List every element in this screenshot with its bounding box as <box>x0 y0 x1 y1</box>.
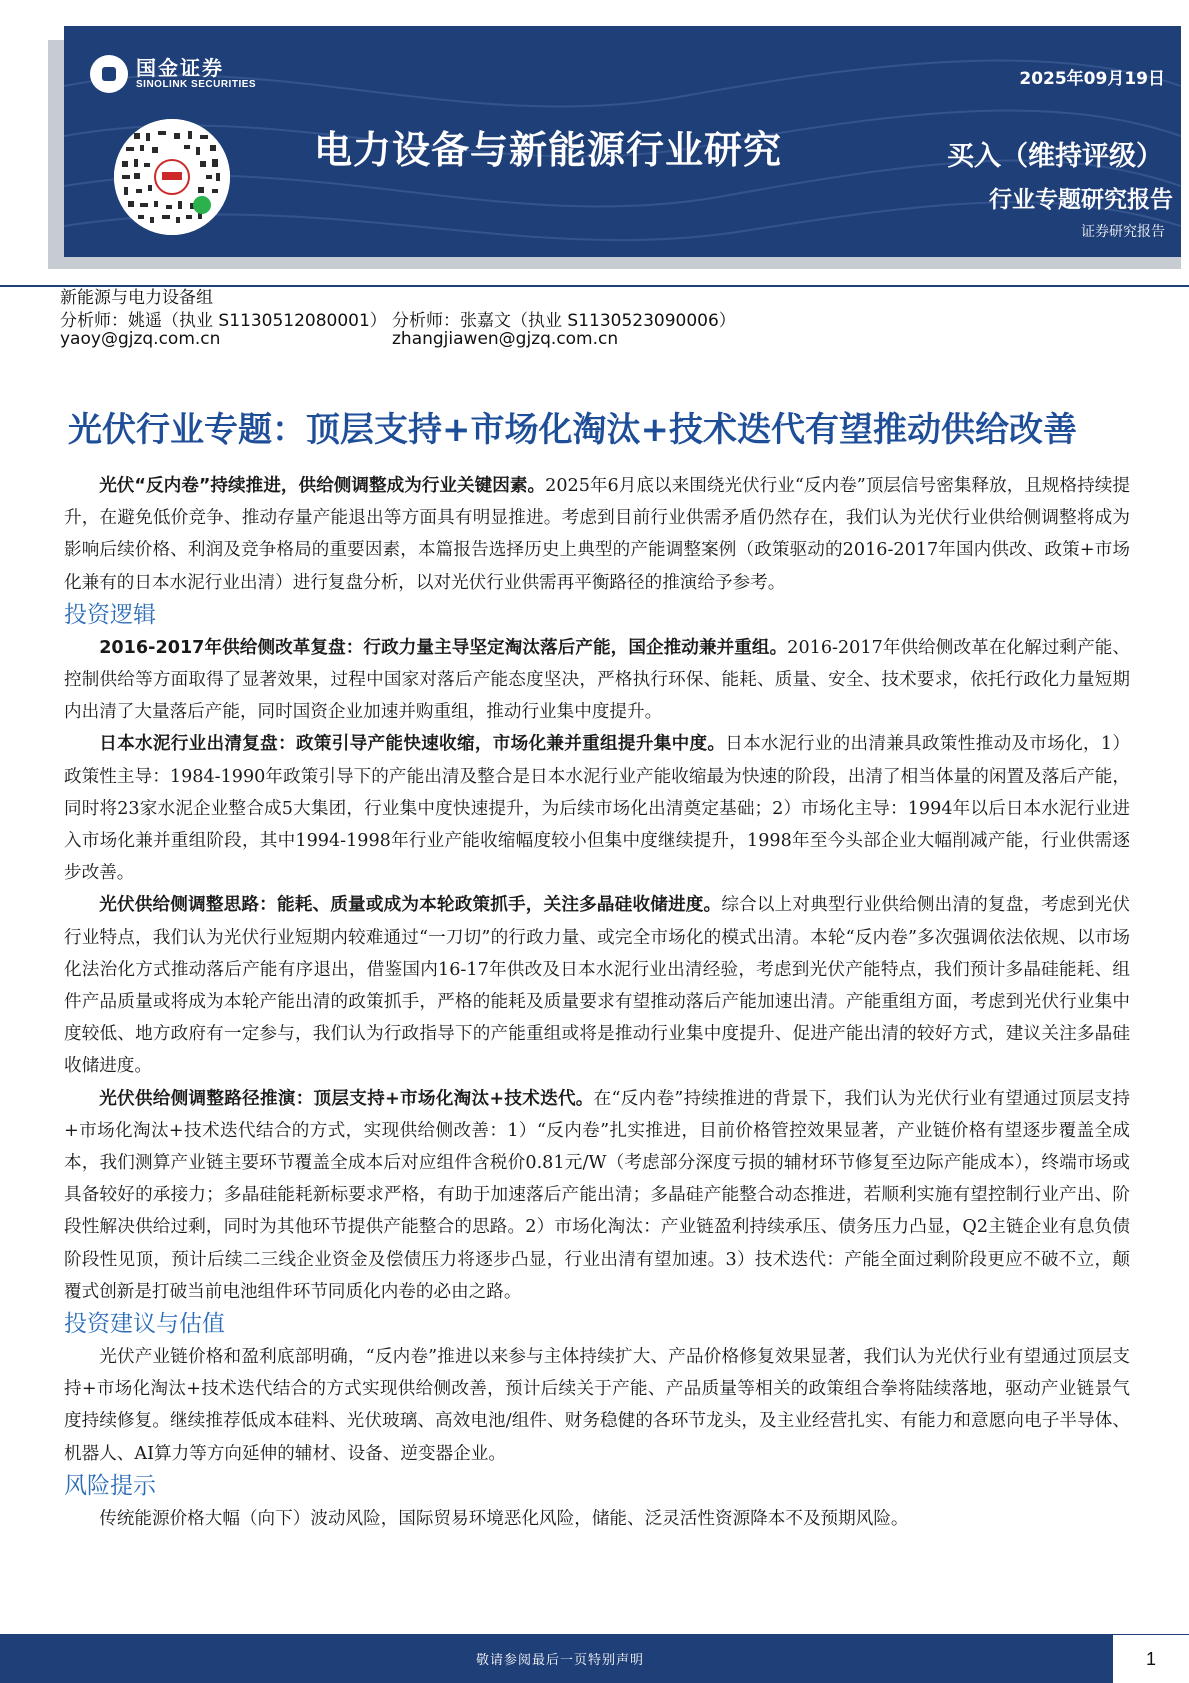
logic-paragraph-japan-cement <box>64 728 1130 889</box>
logo-mark-icon <box>90 55 128 93</box>
page-footer <box>0 1634 1189 1683</box>
analyst-2-name: 分析师：张嘉文（执业 S1130523090006） <box>392 311 736 331</box>
paragraph-text: 在“反内卷”持续推进的背景下，我们认为光伏行业有望通过顶层支持+市场化淘汰+技术迭代结合的方式，实现供给侧改善：1）“反内卷”扎实推进，目前价格管控效果显著，产业链价格有望逐步覆盖全成本，我们测算产业链主要环节覆盖全成本后对应组件含税价0.81元/W（考虑部分深度亏损的辅材环节修复至边际产能成本），终端市场或具备较好的承接力；多晶硅能耗新标要求严格，有助于加速落后产能出清；多晶硅产能整合动态推进，若顺利实施有望控制行业产出、阶段性解决供给过剩，同时为其他环节提供产能整合的思路。2）市场化淘汰：产业链盈利持续承压、债务压力凸显，Q2主链企业有息负债阶段性见顶，预计后续二三线企业资金及偿债压力将逐步凸显，行业出清有望加速。3）技术迭代：产能全面过剩阶段更应不破不立，颠覆式创新是打破当前电池组件环节同质化内卷的必由之路。 <box>64 1088 1130 1302</box>
report-body <box>64 470 1130 1535</box>
paragraph-text: 综合以上对典型行业供给侧出清的复盘，考虑到光伏行业特点，我们认为光伏行业短期内较难通过“一刀切”的行政力量、或完全市场化的模式出清。本轮“反内卷”多次强调依法依规、以市场化法治化方式推动落后产能有序退出，借鉴国内16-17年供改及日本水泥行业出清经验，考虑到光伏产能特点，我们预计多晶硅能耗、组件产品质量或将成为本轮产能出清的政策抓手，严格的能耗及质量要求有望推动落后产能加速出清。产能重组方面，考虑到光伏行业集中度较低、地方政府有一定参与，我们认为行政指导下的产能重组或将是推动行业集中度提升、促进产能出清的较好方式，建议关注多晶硅收储进度。 <box>64 895 1130 1077</box>
section-heading-risk: 风险提示 <box>64 1472 156 1499</box>
summary-paragraph-1 <box>64 470 1130 599</box>
paragraph-lead: 日本水泥行业出清复盘：政策引导产能快速收缩，市场化兼并重组提升集中度。 <box>99 734 726 755</box>
report-header-band <box>64 26 1181 257</box>
company-logo <box>90 53 256 95</box>
advice-paragraph: 光伏产业链价格和盈利底部明确，“反内卷”推进以来参与主体持续扩大、产品价格修复效果显著，我们认为光伏行业有望通过顶层支持+市场化淘汰+技术迭代结合的方式实现供给侧改善，预计后续关于产能、产品质量等相关的政策组合拳将陆续落地，驱动产业链景气度持续修复。继续推荐低成本硅料、光伏玻璃、高效电池/组件、财务稳健的各环节龙头，及主业经营扎实、有能力和意愿向电子半导体、机器人、AI算力等方向延伸的辅材、设备、逆变器企业。 <box>64 1347 1130 1464</box>
logic-paragraph-pv-approach <box>64 889 1130 1082</box>
analyst-1-name: 分析师：姚遥（执业 S1130512080001） <box>60 311 387 331</box>
logic-paragraph-supply-reform <box>64 632 1130 729</box>
analyst-2-email[interactable]: zhangjiawen@gjzq.com.cn <box>392 329 619 349</box>
paragraph-text: 2016-2017年供给侧改革在化解过剩产能、控制供给等方面取得了显著效果，过程中国家对落后产能态度坚决，严格执行环保、能耗、质量、安全、技术要求，依托行政化力量短期内出清了大量落后产能，同时国资企业加速并购重组，推动行业集中度提升。 <box>64 637 1130 723</box>
paragraph-lead: 光伏供给侧调整路径推演：顶层支持+市场化淘汰+技术迭代。 <box>99 1088 594 1109</box>
page-number: 1 <box>1145 1649 1156 1669</box>
paragraph-text: 日本水泥行业的出清兼具政策性推动及市场化，1）政策性主导：1984-1990年政策引导下的产能出清及整合是日本水泥行业产能收缩最为快速的阶段，出清了相当体量的闲置及落后产能，同时将23家水泥企业整合成5大集团，行业集中度快速提升，为后续市场化出清奠定基础；2）市场化主导：1994年以后日本水泥行业进入市场化兼并重组阶段，其中1994-1998年行业产能收缩幅度较小但集中度继续提升，1998年至今头部企业大幅削减产能，行业供需逐步改善。 <box>64 734 1130 884</box>
report-type: 行业专题研究报告 <box>989 187 1173 213</box>
report-date: 2025年09月19日 <box>1019 69 1165 89</box>
paragraph-lead: 2016-2017年供给侧改革复盘：行政力量主导坚定淘汰落后产能，国企推动兼并重组。 <box>99 637 788 658</box>
risk-paragraph: 传统能源价格大幅（向下）波动风险，国际贸易环境恶化风险，储能、泛灵活性资源降本不及预期风险。 <box>99 1508 909 1529</box>
analyst-group: 新能源与电力设备组 <box>60 288 213 308</box>
section-heading-investment-logic: 投资逻辑 <box>64 601 156 628</box>
section-heading-investment-advice: 投资建议与估值 <box>64 1311 225 1338</box>
industry-title: 电力设备与新能源行业研究 <box>314 128 783 172</box>
analyst-1-email[interactable]: yaoy@gjzq.com.cn <box>60 329 221 349</box>
report-subtype: 证券研究报告 <box>1081 224 1165 240</box>
paragraph-lead: 光伏供给侧调整思路：能耗、质量或成为本轮政策抓手，关注多晶硅收储进度。 <box>99 895 722 916</box>
paragraph-text: 2025年6月底以来围绕光伏行业“反内卷”顶层信号密集释放，且规格持续提升，在避免低价竞争、推动存量产能退出等方面具有明显推进。考虑到目前行业供需矛盾仍然存在，我们认为光伏行业供给侧调整将成为影响后续价格、利润及竞争格局的重要因素，本篇报告选择历史上典型的产能调整案例（政策驱动的2016-2017年国内供改、政策+市场化兼有的日本水泥行业出清）进行复盘分析，以对光伏行业供需再平衡路径的推演给予参考。 <box>64 476 1130 593</box>
logic-paragraph-pv-path <box>64 1083 1130 1308</box>
paragraph-lead: 光伏“反内卷”持续推进，供给侧调整成为行业关键因素。 <box>99 476 546 496</box>
report-main-title: 光伏行业专题：顶层支持+市场化淘汰+技术迭代有望推动供给改善 <box>68 410 1077 450</box>
logo-name-en: SINOLINK SECURITIES <box>136 79 257 90</box>
wechat-qr-code-icon <box>114 119 230 235</box>
page-number-box <box>1113 1634 1189 1683</box>
rating-label: 买入（维持评级） <box>947 141 1163 172</box>
logo-name-cn: 国金证券 <box>136 56 224 80</box>
footer-disclaimer-link[interactable]: 敬请参阅最后一页特别声明 <box>475 1653 644 1668</box>
